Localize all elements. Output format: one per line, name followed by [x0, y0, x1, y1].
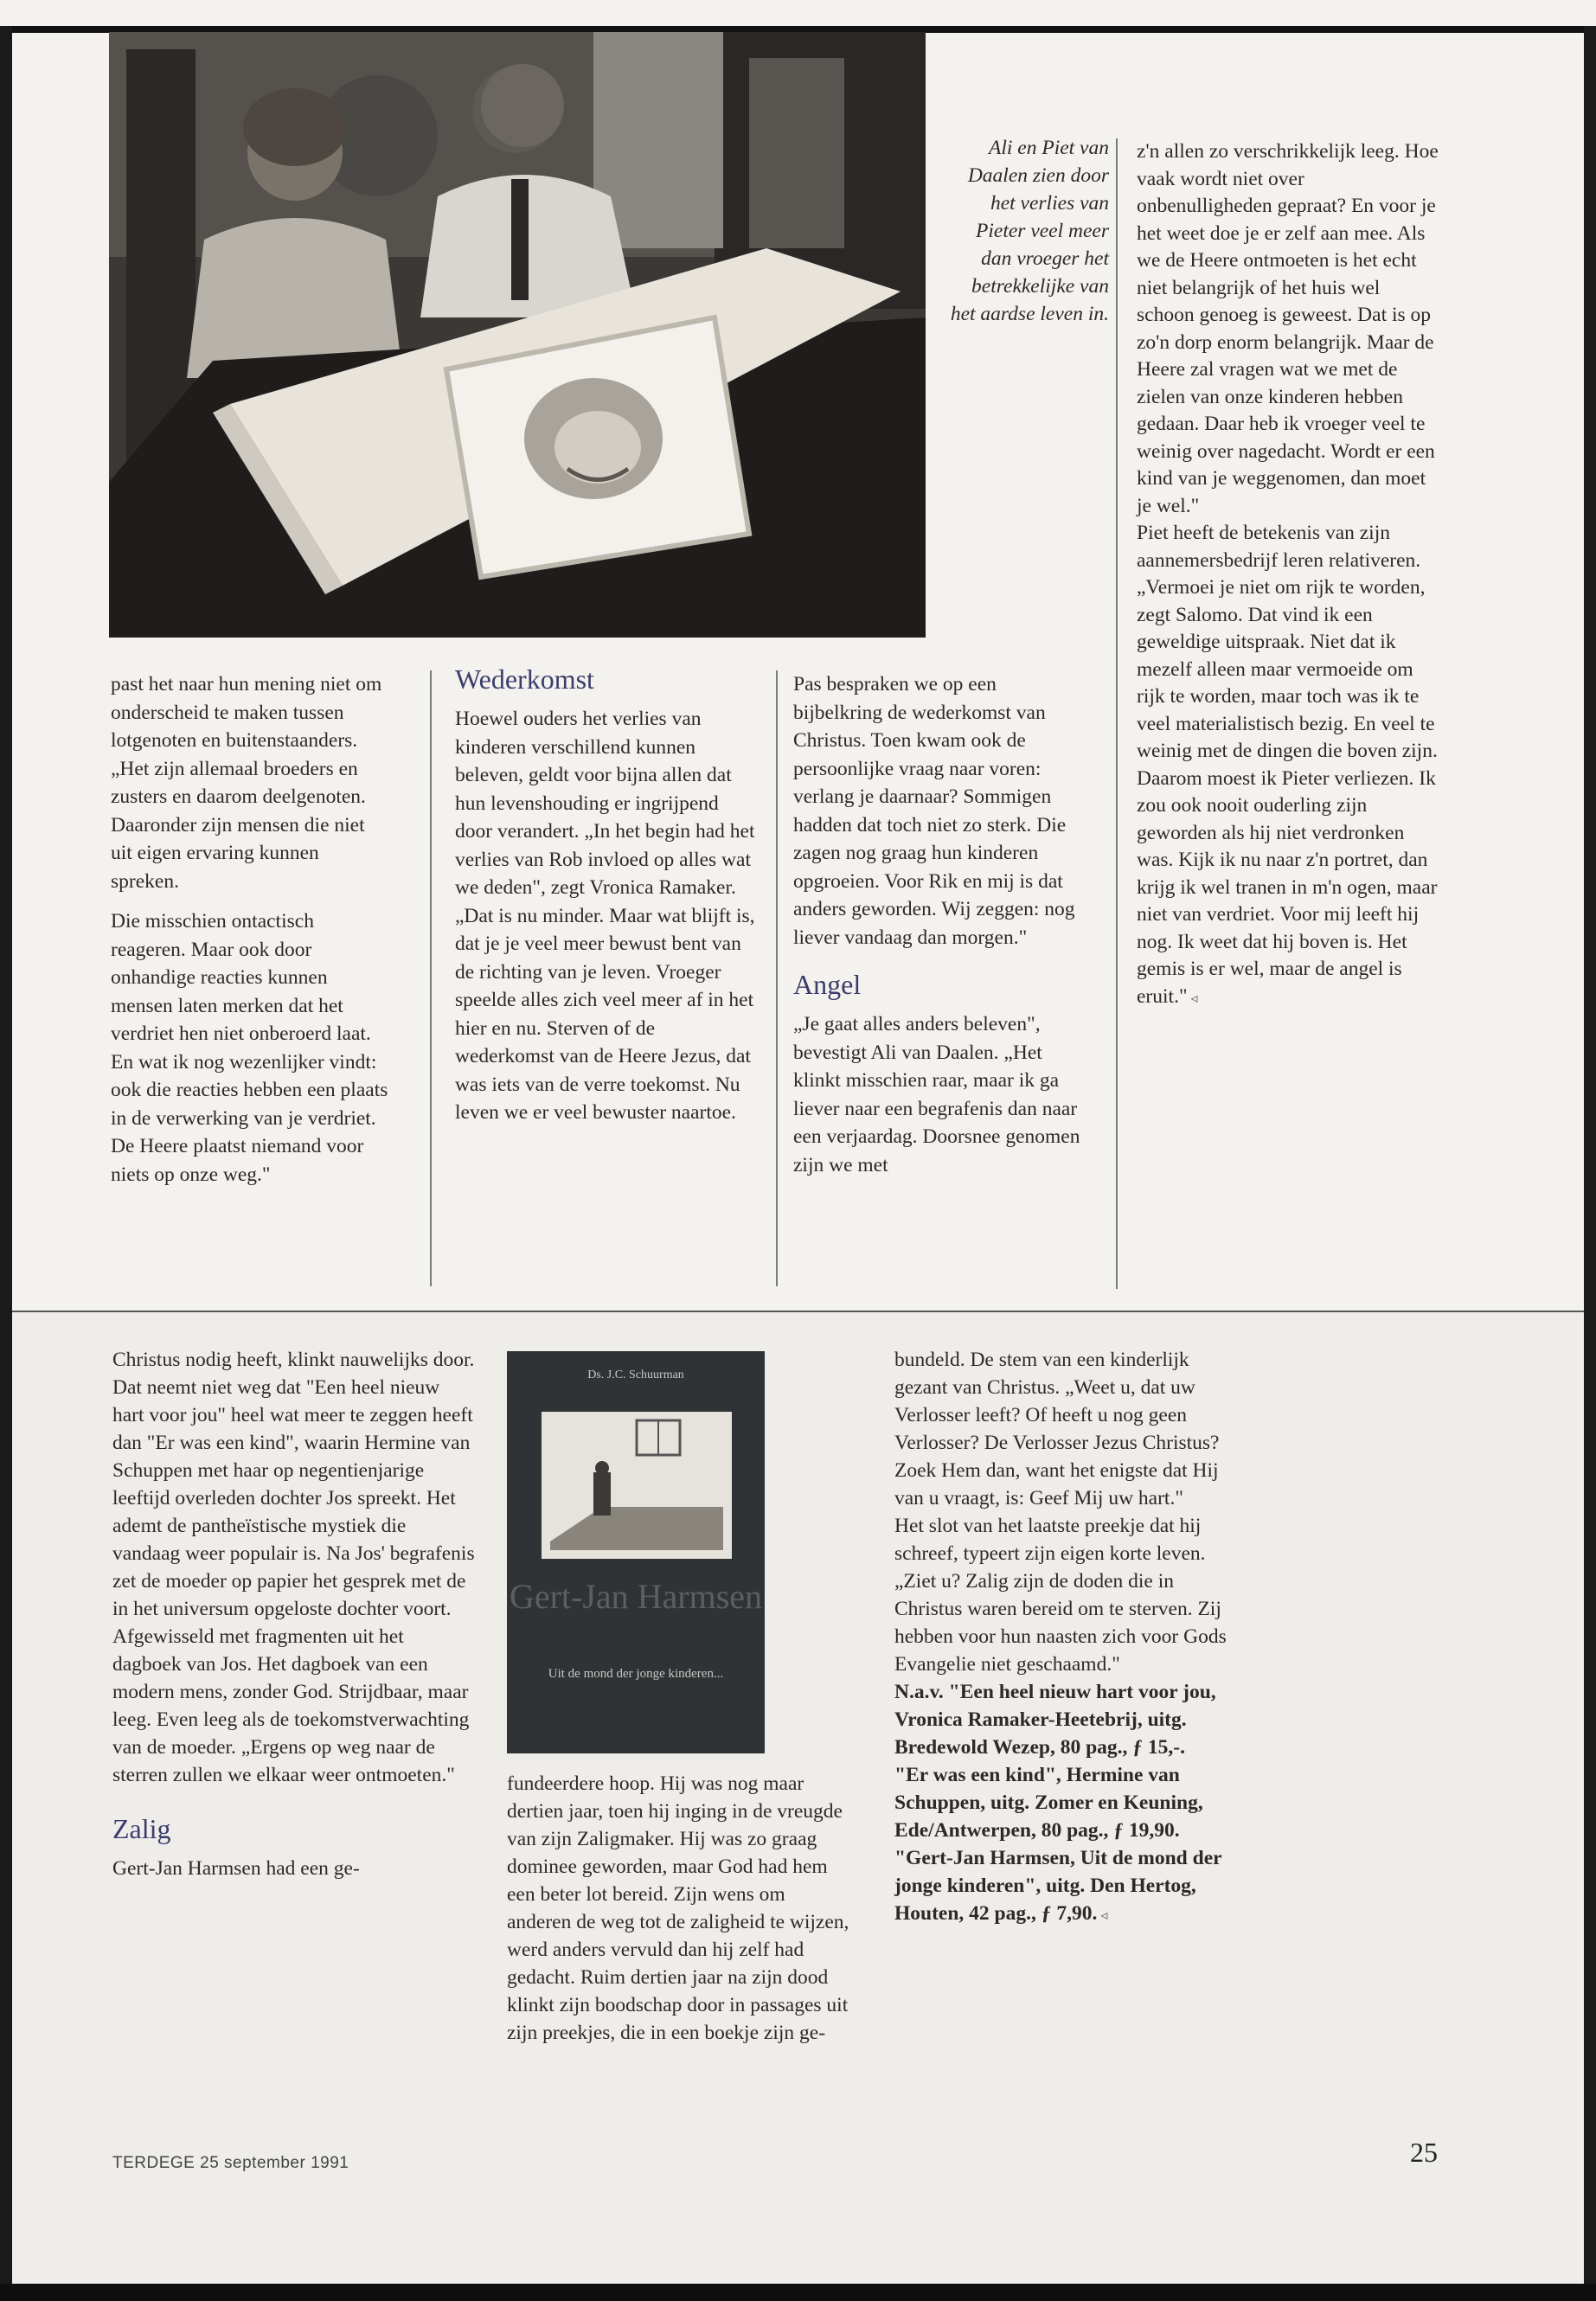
photo-couple-with-portrait — [109, 32, 926, 638]
paragraph: past het naar hun mening niet om onderscheid te maken tussen lotgenoten en buitenstaanders. „Het zijn allemaal broeders en zusters en daarom deelgenoten. Daaronder zijn mensen die niet uit eigen ervaring kunnen spreken. — [111, 673, 382, 893]
paragraph: Christus nodig heeft, klinkt nauwelijks door. Dat neemt niet weg dat "Een heel nieuw hart voor jou" heel wat meer te zeggen heeft dan "Er was een kind", waarin Hermine van Schuppen met haar op negentienjarige leeftijd overleden dochter Jos spreekt. Het ademt de pantheïstische mystiek die vandaag weer populair is. Na Jos' begrafenis zet de moeder op papier het gesprek met de in het universum opgeloste dochter voort. Afgewisseld met fragmenten uit het dagboek van Jos. Het dagboek van een modern mens, zonder God. Strijdbaar, maar leeg. Even leeg als de toekomstverwachting van de moeder. „Ergens op weg naar de sterren zullen we elkaar weer ontmoeten." — [112, 1349, 475, 1786]
column-divider — [430, 670, 432, 1286]
frame-bottom — [0, 2284, 1596, 2301]
end-mark-icon: ◃ — [1100, 1908, 1108, 1923]
photo-caption: Ali en Piet van Daalen zien door het verlies van Pieter veel meer dan vroeger het betrekkelijke van het aardse leven in. — [950, 137, 1109, 325]
paragraph: bundeld. De stem van een kinderlijk gezant van Christus. „Weet u, dat uw Verlosser leeft? Of heeft u nog geen Verlosser? De Verlosser Jezus Christus? Zoek Hem dan, want het enigste dat Hij van u vraagt, is: Geef Mij uw hart." Het slot van het laatste preekje dat hij schreef, typeert zijn eigen korte leven. „Ziet u? Zalig zijn de doden die in Christus waren bereid om te sterven. Zij hebben voor hun naasten zich voor Gods Evangelie niet geschaamd." — [894, 1349, 1227, 1676]
upper-column-2 — [455, 662, 758, 1127]
end-mark-icon: ◃ — [1190, 990, 1198, 1006]
section-heading-zalig: Zalig — [112, 1813, 171, 1844]
paragraph: z'n allen zo verschrikkelijk leeg. Hoe vaak wordt niet over onbenulligheden gepraat? En voor je het weet doe je er zelf aan mee. Als we de Heere ontmoeten is het echt niet belangrijk of het huis wel schoon genoeg is geweest. Dat is op zo'n dorp enorm belangrijk. Maar de Heere zal vragen wat we met de zielen van onze kinderen hebben gedaan. Daar heb ik vroeger veel te weinig over nagedacht. Wordt er een kind van je weggenomen, dan moet je wel." Piet heeft de betekenis van zijn aannemersbedrijf leren relativeren. „Vermoei je niet om rijk te worden, zegt Salomo. Dat vind ik een geweldige uitspraak. Niet dat ik mezelf alleen maar vermoeide om rijk te worden, maar toch was ik te veel materialistisch bezig. En veel te weinig met de dingen die boven zijn. Daarom moest ik Pieter verliezen. Ik zou ook nooit ouderling zijn geworden als hij niet verdronken was. Kijk ik nu naar z'n portret, dan krijg ik wel tranen in m'n ogen, maar niet van verdriet. Voor mij leeft hij nog. Ik weet dat hij boven is. Het gemis is er wel, maar de angel is eruit." ◃ — [1137, 140, 1439, 1008]
book-reference: N.a.v. "Een heel nieuw hart voor jou, Vronica Ramaker-Heetebrij, uitg. Bredewold Wezep, 80 pag., ƒ 15,-. — [894, 1681, 1216, 1759]
paragraph: Hoewel ouders het verlies van kinderen verschillend kunnen beleven, geldt voor bijna allen dat hun levenshouding er ingrijpend door verandert. „In het begin had het verlies van Rob invloed op alles wat we deden", zegt Vronica Ramaker. „Dat is nu minder. Maar wat blijft is, dat je je veel meer bewust bent van de richting van je leven. Vroeger speelde alles zich veel meer af in het hier en nu. Sterven of de wederkomst van de Heere Jezus, dat was iets van de verre toekomst. Nu leven we er veel bewuster naartoe. — [455, 708, 755, 1124]
book-author: Ds. J.C. Schuurman — [587, 1368, 684, 1381]
book-cover-gert-jan-harmsen — [507, 1351, 765, 1753]
upper-column-3 — [793, 670, 1087, 1179]
upper-column-1 — [111, 670, 389, 1189]
book-title: Gert-Jan Harmsen — [509, 1577, 763, 1616]
paragraph: Pas bespraken we op een bijbelkring de wederkomst van Christus. Toen kwam ook de persoonlijke vraag naar voren: verlang je daarnaar? Sommigen hadden dat toch niet zo sterk. Die zagen nog graag hun kinderen opgroeien. Voor Rik en mij is dat anders geworden. Wij zeggen: nog liever vandaag dan morgen." — [793, 673, 1075, 949]
book-reference: "Gert-Jan Harmsen, Uit de mond der jonge kinderen", uitg. Den Hertog, Houten, 42 pag., ƒ 7,90. ◃ — [894, 1847, 1222, 1925]
upper-column-4 — [1137, 138, 1441, 1012]
paragraph: Die misschien ontactisch reageren. Maar ook door onhandige reacties kunnen mensen laten merken dat het verdriet hen niet onberoerd laat. En wat ik nog wezenlijker vindt: ook die reacties hebben een plaats in de verwerking van je verdriet. De Heere plaatst niemand voor niets op onze weg." — [111, 910, 388, 1186]
paragraph: fundeerdere hoop. Hij was nog maar dertien jaar, toen hij inging in de vreugde van zijn Zaligmaker. Hij was zo graag dominee geworden, maar God had hem een beter lot bereid. Zijn wens om anderen de weg tot de zaligheid te wijzen, werd anders vervuld dan hij zelf had gedacht. Ruim dertien jaar na zijn dood klinkt zijn boodschap door in passages uit zijn preekjes, die in een boekje zijn ge- — [507, 1772, 849, 2044]
page-number: 25 — [1410, 2137, 1438, 2168]
frame-right — [1584, 26, 1596, 2301]
frame-left — [0, 26, 12, 2301]
lower-column-1 — [112, 1346, 476, 1882]
book-reference: "Er was een kind", Hermine van Schuppen, uitg. Zomer en Keuning, Ede/Antwerpen, 80 pag., ƒ 19,90. — [894, 1764, 1203, 1842]
lower-column-3 — [894, 1346, 1240, 1930]
section-heading-wederkomst: Wederkomst — [455, 663, 594, 695]
paragraph: Gert-Jan Harmsen had een ge- — [112, 1857, 360, 1880]
footer-publication: TERDEGE 25 september 1991 — [112, 2154, 349, 2172]
column-divider — [776, 670, 778, 1286]
book-subtitle: Uit de mond der jonge kinderen... — [548, 1667, 724, 1681]
section-heading-angel: Angel — [793, 969, 862, 1000]
paragraph: „Je gaat alles anders beleven", bevestigt Ali van Daalen. „Het klinkt misschien raar, maar ik ga liever naar een begrafenis dan naar een verjaardag. Doorsnee genomen zijn we met — [793, 1013, 1080, 1176]
lower-column-2 — [507, 1770, 853, 2047]
column-divider — [1116, 138, 1118, 1289]
book-illustration — [542, 1412, 732, 1559]
